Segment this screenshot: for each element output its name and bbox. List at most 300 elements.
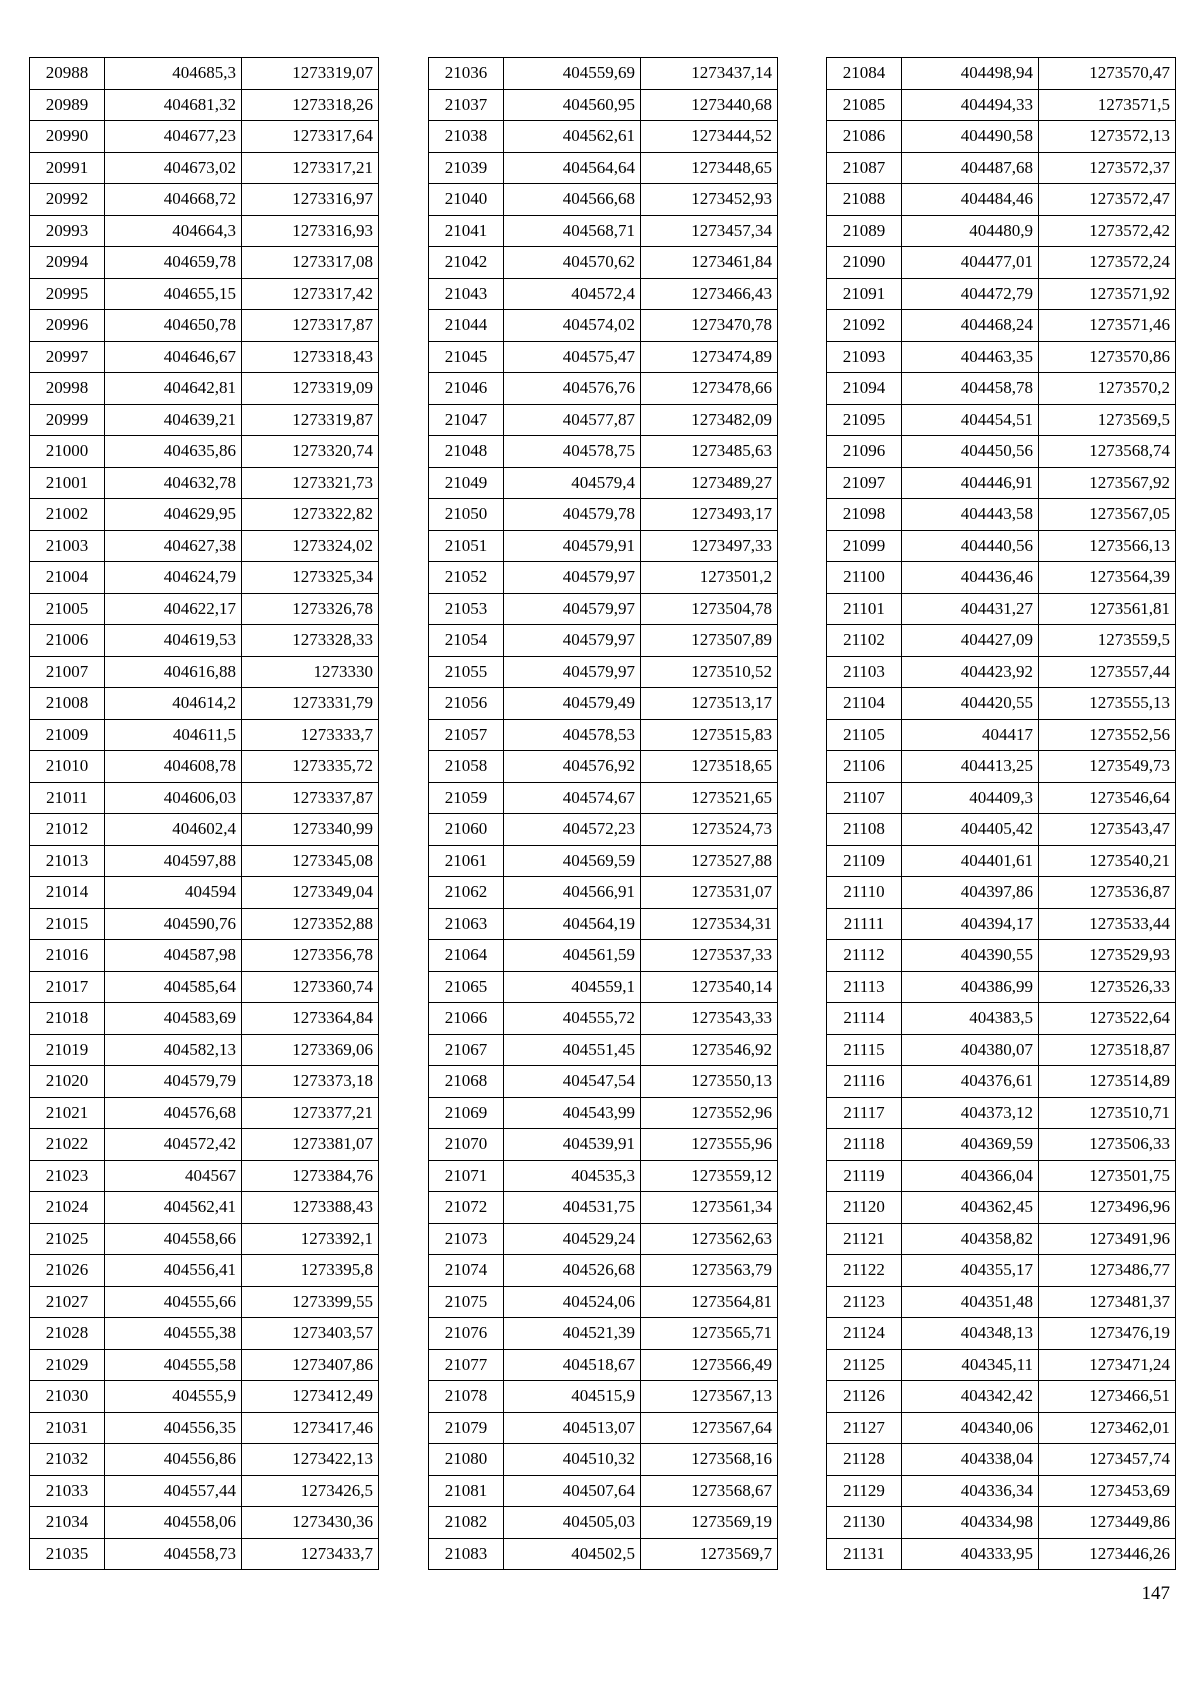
table-row: [30, 751, 379, 783]
x-coordinate-cell: 404611,5: [105, 719, 242, 751]
table-row: [30, 1538, 379, 1570]
x-coordinate-cell: 404616,88: [105, 656, 242, 688]
point-number-cell: 21022: [30, 1129, 105, 1161]
y-coordinate-cell: 1273540,14: [641, 971, 778, 1003]
y-coordinate-cell: 1273572,47: [1039, 184, 1176, 216]
table-row: [30, 782, 379, 814]
y-coordinate-cell: 1273320,74: [242, 436, 379, 468]
point-number-cell: 21071: [429, 1160, 504, 1192]
y-coordinate-cell: 1273324,02: [242, 530, 379, 562]
table-row: [429, 404, 778, 436]
point-number-cell: 21040: [429, 184, 504, 216]
x-coordinate-cell: 404583,69: [105, 1003, 242, 1035]
table-row: [30, 1066, 379, 1098]
x-coordinate-cell: 404333,95: [902, 1538, 1039, 1570]
y-coordinate-cell: 1273403,57: [242, 1318, 379, 1350]
x-coordinate-cell: 404560,95: [504, 89, 641, 121]
table-row: [429, 1538, 778, 1570]
y-coordinate-cell: 1273527,88: [641, 845, 778, 877]
table-row: [30, 436, 379, 468]
x-coordinate-cell: 404401,61: [902, 845, 1039, 877]
x-coordinate-cell: 404366,04: [902, 1160, 1039, 1192]
y-coordinate-cell: 1273470,78: [641, 310, 778, 342]
x-coordinate-cell: 404390,55: [902, 940, 1039, 972]
point-number-cell: 21045: [429, 341, 504, 373]
point-number-cell: 21039: [429, 152, 504, 184]
table-row: [30, 1412, 379, 1444]
x-coordinate-cell: 404458,78: [902, 373, 1039, 405]
table-row: [429, 877, 778, 909]
x-coordinate-cell: 404629,95: [105, 499, 242, 531]
point-number-cell: 21081: [429, 1475, 504, 1507]
x-coordinate-cell: 404386,99: [902, 971, 1039, 1003]
point-number-cell: 21109: [827, 845, 902, 877]
x-coordinate-cell: 404526,68: [504, 1255, 641, 1287]
point-number-cell: 21073: [429, 1223, 504, 1255]
x-coordinate-cell: 404642,81: [105, 373, 242, 405]
x-coordinate-cell: 404572,23: [504, 814, 641, 846]
point-number-cell: 21104: [827, 688, 902, 720]
point-number-cell: 21055: [429, 656, 504, 688]
table-row: [30, 625, 379, 657]
point-number-cell: 21089: [827, 215, 902, 247]
y-coordinate-cell: 1273318,43: [242, 341, 379, 373]
x-coordinate-cell: 404569,59: [504, 845, 641, 877]
point-number-cell: 21087: [827, 152, 902, 184]
y-coordinate-cell: 1273563,79: [641, 1255, 778, 1287]
table-row: [429, 1507, 778, 1539]
x-coordinate-cell: 404606,03: [105, 782, 242, 814]
x-coordinate-cell: 404450,56: [902, 436, 1039, 468]
point-number-cell: 21106: [827, 751, 902, 783]
point-number-cell: 21002: [30, 499, 105, 531]
point-number-cell: 21005: [30, 593, 105, 625]
y-coordinate-cell: 1273570,2: [1039, 373, 1176, 405]
point-number-cell: 20997: [30, 341, 105, 373]
page-number: 147: [1141, 1583, 1170, 1604]
table-row: [429, 1444, 778, 1476]
point-number-cell: 21036: [429, 58, 504, 90]
point-number-cell: 21044: [429, 310, 504, 342]
table-row: [30, 121, 379, 153]
table-row: [429, 751, 778, 783]
table-row: [827, 1160, 1176, 1192]
point-number-cell: 21127: [827, 1412, 902, 1444]
x-coordinate-cell: 404579,4: [504, 467, 641, 499]
y-coordinate-cell: 1273572,24: [1039, 247, 1176, 279]
point-number-cell: 21095: [827, 404, 902, 436]
y-coordinate-cell: 1273345,08: [242, 845, 379, 877]
y-coordinate-cell: 1273572,13: [1039, 121, 1176, 153]
y-coordinate-cell: 1273518,87: [1039, 1034, 1176, 1066]
point-number-cell: 21012: [30, 814, 105, 846]
y-coordinate-cell: 1273369,06: [242, 1034, 379, 1066]
table-row: [30, 1255, 379, 1287]
x-coordinate-cell: 404348,13: [902, 1318, 1039, 1350]
table-row: [30, 908, 379, 940]
x-coordinate-cell: 404498,94: [902, 58, 1039, 90]
x-coordinate-cell: 404454,51: [902, 404, 1039, 436]
y-coordinate-cell: 1273452,93: [641, 184, 778, 216]
table-row: [30, 404, 379, 436]
y-coordinate-cell: 1273322,82: [242, 499, 379, 531]
x-coordinate-cell: 404677,23: [105, 121, 242, 153]
point-number-cell: 20990: [30, 121, 105, 153]
table-row: [429, 467, 778, 499]
point-number-cell: 21035: [30, 1538, 105, 1570]
table-row: [30, 971, 379, 1003]
table-row: [30, 152, 379, 184]
table-row: [429, 89, 778, 121]
y-coordinate-cell: 1273340,99: [242, 814, 379, 846]
x-coordinate-cell: 404564,64: [504, 152, 641, 184]
point-number-cell: 21048: [429, 436, 504, 468]
y-coordinate-cell: 1273478,66: [641, 373, 778, 405]
table-row: [429, 121, 778, 153]
table-row: [30, 247, 379, 279]
point-number-cell: 20995: [30, 278, 105, 310]
table-row: [827, 688, 1176, 720]
x-coordinate-cell: 404362,45: [902, 1192, 1039, 1224]
point-number-cell: 21092: [827, 310, 902, 342]
y-coordinate-cell: 1273317,08: [242, 247, 379, 279]
y-coordinate-cell: 1273422,13: [242, 1444, 379, 1476]
point-number-cell: 21120: [827, 1192, 902, 1224]
x-coordinate-cell: 404582,13: [105, 1034, 242, 1066]
x-coordinate-cell: 404507,64: [504, 1475, 641, 1507]
y-coordinate-cell: 1273570,47: [1039, 58, 1176, 90]
point-number-cell: 21047: [429, 404, 504, 436]
x-coordinate-cell: 404650,78: [105, 310, 242, 342]
table-row: [30, 1160, 379, 1192]
y-coordinate-cell: 1273491,96: [1039, 1223, 1176, 1255]
y-coordinate-cell: 1273360,74: [242, 971, 379, 1003]
table-row: [429, 1066, 778, 1098]
table-row: [827, 215, 1176, 247]
x-coordinate-cell: 404513,07: [504, 1412, 641, 1444]
table-row: [827, 1444, 1176, 1476]
point-number-cell: 21085: [827, 89, 902, 121]
y-coordinate-cell: 1273522,64: [1039, 1003, 1176, 1035]
y-coordinate-cell: 1273529,93: [1039, 940, 1176, 972]
x-coordinate-cell: 404556,35: [105, 1412, 242, 1444]
point-number-cell: 21066: [429, 1003, 504, 1035]
point-number-cell: 21088: [827, 184, 902, 216]
x-coordinate-cell: 404577,87: [504, 404, 641, 436]
point-number-cell: 21026: [30, 1255, 105, 1287]
table-row: [30, 1444, 379, 1476]
point-number-cell: 21019: [30, 1034, 105, 1066]
table-row: [827, 971, 1176, 1003]
x-coordinate-cell: 404567: [105, 1160, 242, 1192]
y-coordinate-cell: 1273316,97: [242, 184, 379, 216]
x-coordinate-cell: 404561,59: [504, 940, 641, 972]
y-coordinate-cell: 1273482,09: [641, 404, 778, 436]
table-row: [30, 940, 379, 972]
x-coordinate-cell: 404590,76: [105, 908, 242, 940]
y-coordinate-cell: 1273514,89: [1039, 1066, 1176, 1098]
x-coordinate-cell: 404543,99: [504, 1097, 641, 1129]
x-coordinate-cell: 404383,5: [902, 1003, 1039, 1035]
x-coordinate-cell: 404624,79: [105, 562, 242, 594]
y-coordinate-cell: 1273317,42: [242, 278, 379, 310]
table-row: [827, 1223, 1176, 1255]
table-row: [429, 1003, 778, 1035]
point-number-cell: 21060: [429, 814, 504, 846]
x-coordinate-cell: 404632,78: [105, 467, 242, 499]
table-row: [827, 1066, 1176, 1098]
y-coordinate-cell: 1273331,79: [242, 688, 379, 720]
point-number-cell: 21112: [827, 940, 902, 972]
y-coordinate-cell: 1273433,7: [242, 1538, 379, 1570]
point-number-cell: 21021: [30, 1097, 105, 1129]
point-number-cell: 21057: [429, 719, 504, 751]
table-row: [429, 1381, 778, 1413]
y-coordinate-cell: 1273481,37: [1039, 1286, 1176, 1318]
y-coordinate-cell: 1273388,43: [242, 1192, 379, 1224]
table-row: [30, 1475, 379, 1507]
point-number-cell: 21013: [30, 845, 105, 877]
point-number-cell: 21064: [429, 940, 504, 972]
y-coordinate-cell: 1273328,33: [242, 625, 379, 657]
point-number-cell: 20988: [30, 58, 105, 90]
table-row: [827, 1129, 1176, 1161]
x-coordinate-cell: 404668,72: [105, 184, 242, 216]
point-number-cell: 21000: [30, 436, 105, 468]
x-coordinate-cell: 404535,3: [504, 1160, 641, 1192]
x-coordinate-cell: 404576,76: [504, 373, 641, 405]
y-coordinate-cell: 1273377,21: [242, 1097, 379, 1129]
table-row: [827, 58, 1176, 90]
table-row: [827, 1255, 1176, 1287]
x-coordinate-cell: 404562,41: [105, 1192, 242, 1224]
y-coordinate-cell: 1273395,8: [242, 1255, 379, 1287]
point-number-cell: 21107: [827, 782, 902, 814]
y-coordinate-cell: 1273392,1: [242, 1223, 379, 1255]
x-coordinate-cell: 404579,78: [504, 499, 641, 531]
point-number-cell: 21097: [827, 467, 902, 499]
table-row: [429, 845, 778, 877]
point-number-cell: 20998: [30, 373, 105, 405]
x-coordinate-cell: 404574,67: [504, 782, 641, 814]
x-coordinate-cell: 404547,54: [504, 1066, 641, 1098]
y-coordinate-cell: 1273317,87: [242, 310, 379, 342]
table-row: [429, 688, 778, 720]
x-coordinate-cell: 404579,97: [504, 593, 641, 625]
y-coordinate-cell: 1273504,78: [641, 593, 778, 625]
point-number-cell: 21125: [827, 1349, 902, 1381]
point-number-cell: 21098: [827, 499, 902, 531]
coordinate-table-2: [428, 57, 778, 1570]
y-coordinate-cell: 1273399,55: [242, 1286, 379, 1318]
table-row: [827, 278, 1176, 310]
point-number-cell: 21050: [429, 499, 504, 531]
x-coordinate-cell: 404568,71: [504, 215, 641, 247]
point-number-cell: 21121: [827, 1223, 902, 1255]
point-number-cell: 20993: [30, 215, 105, 247]
x-coordinate-cell: 404597,88: [105, 845, 242, 877]
x-coordinate-cell: 404394,17: [902, 908, 1039, 940]
table-row: [827, 1475, 1176, 1507]
x-coordinate-cell: 404608,78: [105, 751, 242, 783]
table-row: [30, 373, 379, 405]
y-coordinate-cell: 1273534,31: [641, 908, 778, 940]
y-coordinate-cell: 1273543,47: [1039, 814, 1176, 846]
point-number-cell: 21056: [429, 688, 504, 720]
coordinate-table-3: [826, 57, 1176, 1570]
y-coordinate-cell: 1273496,96: [1039, 1192, 1176, 1224]
x-coordinate-cell: 404622,17: [105, 593, 242, 625]
x-coordinate-cell: 404619,53: [105, 625, 242, 657]
point-number-cell: 21049: [429, 467, 504, 499]
point-number-cell: 21041: [429, 215, 504, 247]
table-row: [827, 152, 1176, 184]
y-coordinate-cell: 1273569,19: [641, 1507, 778, 1539]
x-coordinate-cell: 404477,01: [902, 247, 1039, 279]
point-number-cell: 21100: [827, 562, 902, 594]
table-row: [30, 1129, 379, 1161]
point-number-cell: 21054: [429, 625, 504, 657]
y-coordinate-cell: 1273537,33: [641, 940, 778, 972]
table-row: [429, 562, 778, 594]
table-row: [429, 341, 778, 373]
y-coordinate-cell: 1273430,36: [242, 1507, 379, 1539]
y-coordinate-cell: 1273572,37: [1039, 152, 1176, 184]
table-row: [827, 121, 1176, 153]
table-row: [30, 1223, 379, 1255]
table-row: [827, 184, 1176, 216]
y-coordinate-cell: 1273381,07: [242, 1129, 379, 1161]
point-number-cell: 21075: [429, 1286, 504, 1318]
y-coordinate-cell: 1273510,52: [641, 656, 778, 688]
y-coordinate-cell: 1273446,26: [1039, 1538, 1176, 1570]
point-number-cell: 21119: [827, 1160, 902, 1192]
point-number-cell: 21018: [30, 1003, 105, 1035]
table-row: [429, 1349, 778, 1381]
table-row: [827, 1381, 1176, 1413]
x-coordinate-cell: 404664,3: [105, 215, 242, 247]
table-row: [827, 1538, 1176, 1570]
y-coordinate-cell: 1273471,24: [1039, 1349, 1176, 1381]
y-coordinate-cell: 1273317,64: [242, 121, 379, 153]
point-number-cell: 20994: [30, 247, 105, 279]
table-row: [30, 1286, 379, 1318]
x-coordinate-cell: 404502,5: [504, 1538, 641, 1570]
x-coordinate-cell: 404566,68: [504, 184, 641, 216]
point-number-cell: 21015: [30, 908, 105, 940]
x-coordinate-cell: 404587,98: [105, 940, 242, 972]
point-number-cell: 21108: [827, 814, 902, 846]
x-coordinate-cell: 404556,41: [105, 1255, 242, 1287]
table-row: [827, 845, 1176, 877]
x-coordinate-cell: 404417: [902, 719, 1039, 751]
y-coordinate-cell: 1273489,27: [641, 467, 778, 499]
point-number-cell: 21113: [827, 971, 902, 1003]
point-number-cell: 21046: [429, 373, 504, 405]
table-row: [827, 1034, 1176, 1066]
x-coordinate-cell: 404646,67: [105, 341, 242, 373]
point-number-cell: 21083: [429, 1538, 504, 1570]
y-coordinate-cell: 1273510,71: [1039, 1097, 1176, 1129]
y-coordinate-cell: 1273449,86: [1039, 1507, 1176, 1539]
x-coordinate-cell: 404579,91: [504, 530, 641, 562]
x-coordinate-cell: 404423,92: [902, 656, 1039, 688]
x-coordinate-cell: 404555,72: [504, 1003, 641, 1035]
point-number-cell: 21016: [30, 940, 105, 972]
x-coordinate-cell: 404427,09: [902, 625, 1039, 657]
point-number-cell: 21110: [827, 877, 902, 909]
y-coordinate-cell: 1273552,96: [641, 1097, 778, 1129]
table-row: [429, 1255, 778, 1287]
table-row: [827, 373, 1176, 405]
table-row: [429, 1192, 778, 1224]
point-number-cell: 21072: [429, 1192, 504, 1224]
x-coordinate-cell: 404659,78: [105, 247, 242, 279]
point-number-cell: 21001: [30, 467, 105, 499]
table-row: [30, 1507, 379, 1539]
y-coordinate-cell: 1273572,42: [1039, 215, 1176, 247]
point-number-cell: 21080: [429, 1444, 504, 1476]
point-number-cell: 21031: [30, 1412, 105, 1444]
y-coordinate-cell: 1273513,17: [641, 688, 778, 720]
x-coordinate-cell: 404681,32: [105, 89, 242, 121]
point-number-cell: 21070: [429, 1129, 504, 1161]
y-coordinate-cell: 1273546,92: [641, 1034, 778, 1066]
x-coordinate-cell: 404484,46: [902, 184, 1039, 216]
table-row: [827, 814, 1176, 846]
point-number-cell: 21118: [827, 1129, 902, 1161]
table-row: [827, 562, 1176, 594]
point-number-cell: 21007: [30, 656, 105, 688]
point-number-cell: 21105: [827, 719, 902, 751]
point-number-cell: 21009: [30, 719, 105, 751]
y-coordinate-cell: 1273524,73: [641, 814, 778, 846]
point-number-cell: 21061: [429, 845, 504, 877]
y-coordinate-cell: 1273567,05: [1039, 499, 1176, 531]
x-coordinate-cell: 404490,58: [902, 121, 1039, 153]
x-coordinate-cell: 404472,79: [902, 278, 1039, 310]
table-row: [429, 593, 778, 625]
point-number-cell: 21102: [827, 625, 902, 657]
table-row: [827, 247, 1176, 279]
y-coordinate-cell: 1273501,2: [641, 562, 778, 594]
table-row: [429, 530, 778, 562]
x-coordinate-cell: 404342,42: [902, 1381, 1039, 1413]
y-coordinate-cell: 1273521,65: [641, 782, 778, 814]
y-coordinate-cell: 1273536,87: [1039, 877, 1176, 909]
y-coordinate-cell: 1273562,63: [641, 1223, 778, 1255]
x-coordinate-cell: 404413,25: [902, 751, 1039, 783]
x-coordinate-cell: 404558,73: [105, 1538, 242, 1570]
table-row: [827, 404, 1176, 436]
table-row: [827, 625, 1176, 657]
y-coordinate-cell: 1273566,13: [1039, 530, 1176, 562]
x-coordinate-cell: 404515,9: [504, 1381, 641, 1413]
point-number-cell: 21099: [827, 530, 902, 562]
point-number-cell: 21090: [827, 247, 902, 279]
x-coordinate-cell: 404487,68: [902, 152, 1039, 184]
x-coordinate-cell: 404420,55: [902, 688, 1039, 720]
table-row: [827, 89, 1176, 121]
point-number-cell: 21126: [827, 1381, 902, 1413]
point-number-cell: 21094: [827, 373, 902, 405]
table-row: [30, 89, 379, 121]
table-row: [429, 1034, 778, 1066]
y-coordinate-cell: 1273457,34: [641, 215, 778, 247]
x-coordinate-cell: 404579,97: [504, 656, 641, 688]
y-coordinate-cell: 1273453,69: [1039, 1475, 1176, 1507]
x-coordinate-cell: 404338,04: [902, 1444, 1039, 1476]
